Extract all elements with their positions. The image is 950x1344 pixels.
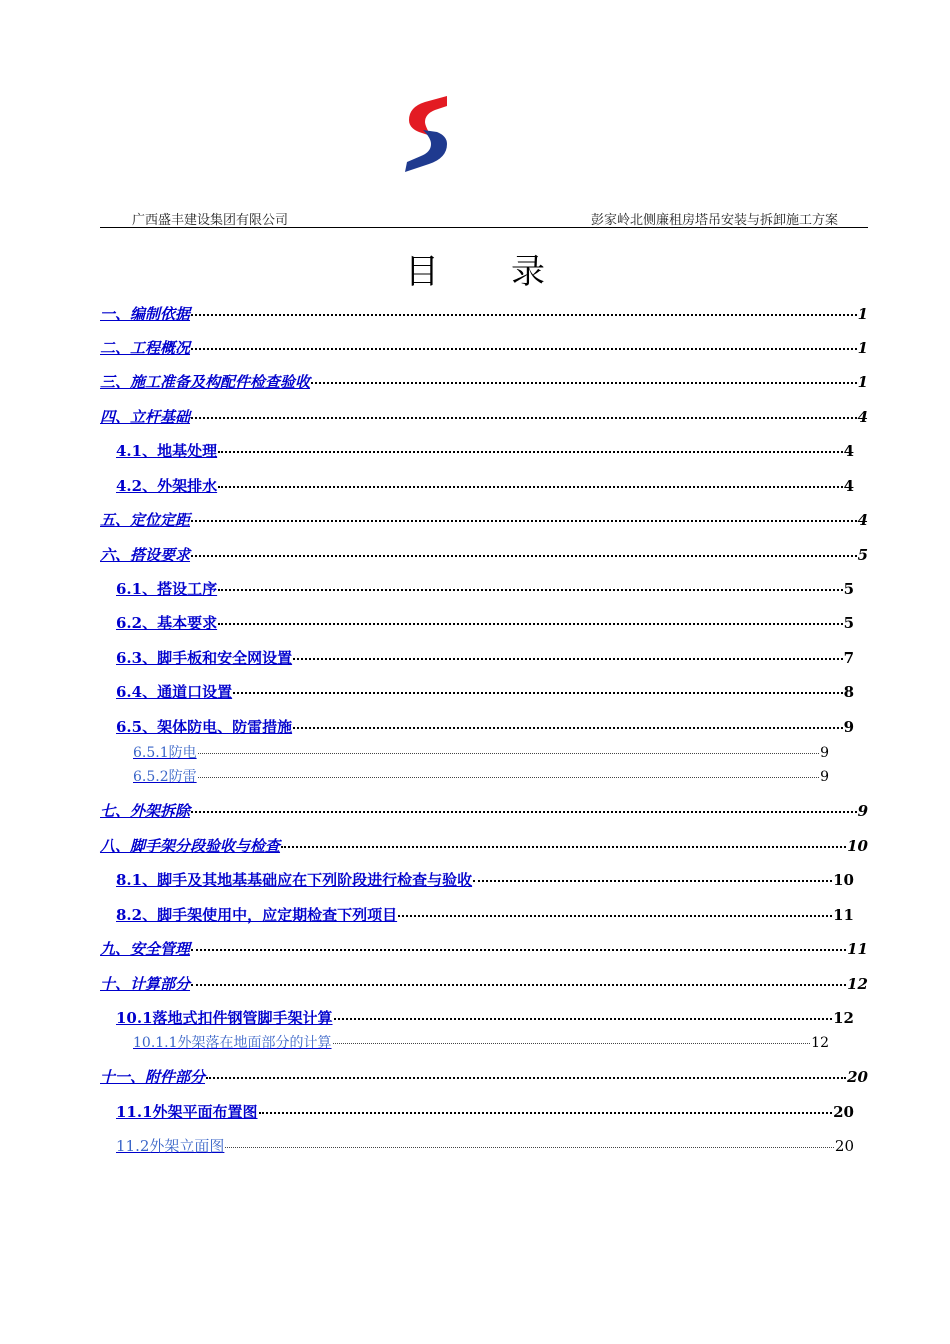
toc-entry-label[interactable]: 11.1外架平面布置图 [116, 1103, 258, 1121]
toc-entry-page: 5 [843, 614, 854, 632]
toc-entry[interactable] [100, 406, 868, 427]
toc-entry-label[interactable]: 4.1、地基处理 [116, 442, 218, 460]
toc-leader-dots [225, 1147, 834, 1148]
toc-entry[interactable] [116, 647, 854, 668]
toc-entry-page: 1 [857, 305, 868, 323]
toc-leader-dots [293, 658, 842, 660]
toc-leader-dots [218, 589, 842, 591]
header-company: 广西盛丰建设集团有限公司 [132, 213, 289, 228]
toc-entry[interactable] [133, 766, 829, 786]
toc-leader-dots [191, 984, 846, 986]
toc-entry[interactable] [100, 1066, 868, 1087]
toc-entry-label[interactable]: 八、脚手架分段验收与检查 [100, 837, 281, 855]
toc-entry-page: 20 [847, 1068, 868, 1086]
toc-entry-page: 11 [847, 940, 868, 958]
toc-entry-page: 5 [843, 580, 854, 598]
toc-entry[interactable] [100, 544, 868, 565]
toc-entry-page: 4 [857, 511, 868, 529]
toc-entry-page: 5 [857, 546, 868, 564]
toc-leader-dots [259, 1112, 833, 1114]
toc-leader-dots [191, 811, 857, 813]
toc-entry-page: 10 [847, 837, 868, 855]
toc-entry-page: 9 [820, 769, 829, 785]
toc-entry-label[interactable]: 6.5.2防雷 [133, 769, 197, 785]
toc-leader-dots [191, 520, 857, 522]
toc-entry-page: 1 [857, 373, 868, 391]
toc-leader-dots [191, 348, 857, 350]
toc-entry-label[interactable]: 6.2、基本要求 [116, 614, 218, 632]
toc-entry-label[interactable]: 七、外架拆除 [100, 802, 191, 820]
toc-entry[interactable] [116, 681, 854, 702]
toc-entry-label[interactable]: 6.1、搭设工序 [116, 580, 218, 598]
toc-entry[interactable] [100, 303, 868, 324]
toc-leader-dots [293, 727, 842, 729]
toc-entry-page: 12 [811, 1035, 829, 1051]
toc-entry[interactable] [100, 509, 868, 530]
toc-leader-dots [218, 451, 842, 453]
toc-entry-label[interactable]: 五、定位定距 [100, 511, 191, 529]
toc-entry-label[interactable]: 10.1.1外架落在地面部分的计算 [133, 1035, 332, 1051]
toc-leader-dots [191, 314, 857, 316]
toc-entry-label[interactable]: 6.3、脚手板和安全网设置 [116, 649, 293, 667]
toc-entry-page: 9 [820, 745, 829, 761]
toc-entry-label[interactable]: 十、计算部分 [100, 975, 191, 993]
toc-entry-page: 20 [834, 1137, 854, 1155]
toc-entry-page: 4 [857, 408, 868, 426]
toc-entry-label[interactable]: 四、立杆基础 [100, 408, 191, 426]
page-header [100, 209, 868, 228]
toc-entry[interactable] [116, 869, 854, 890]
toc-entry[interactable] [116, 904, 854, 925]
toc-entry-label[interactable]: 二、工程概况 [100, 339, 191, 357]
toc-entry[interactable] [116, 578, 854, 599]
toc-entry-page: 12 [833, 1009, 854, 1027]
toc-leader-dots [198, 753, 819, 754]
toc-leader-dots [281, 846, 846, 848]
toc-entry[interactable] [100, 938, 868, 959]
toc-entry-label[interactable]: 六、搭设要求 [100, 546, 191, 564]
toc-leader-dots [333, 1043, 811, 1044]
toc-entry[interactable] [116, 475, 854, 496]
toc-entry[interactable] [116, 1135, 854, 1156]
toc-leader-dots [218, 486, 842, 488]
toc-leader-dots [334, 1018, 833, 1020]
toc-entry[interactable] [100, 371, 868, 392]
toc-entry-page: 9 [843, 718, 854, 736]
toc-leader-dots [311, 382, 857, 384]
toc-entry-label[interactable]: 8.2、脚手架使用中，应定期检查下列项目 [116, 906, 398, 924]
toc-entry-page: 8 [843, 683, 854, 701]
toc-leader-dots [233, 692, 842, 694]
toc-entry-page: 20 [833, 1103, 854, 1121]
toc-leader-dots [198, 777, 819, 778]
toc-entry[interactable] [116, 1101, 854, 1122]
toc-entry[interactable] [100, 800, 868, 821]
toc-leader-dots [218, 623, 842, 625]
toc-entry-label[interactable]: 三、施工准备及构配件检查验收 [100, 373, 311, 391]
toc-leader-dots [191, 555, 857, 557]
toc-entry-page: 4 [843, 477, 854, 495]
toc-entry[interactable] [116, 612, 854, 633]
toc-entry-label[interactable]: 4.2、外架排水 [116, 477, 218, 495]
toc-leader-dots [191, 949, 846, 951]
toc-entry-page: 9 [857, 802, 868, 820]
toc-leader-dots [398, 915, 832, 917]
toc-entry-page: 7 [843, 649, 854, 667]
toc-entry[interactable] [116, 716, 854, 737]
toc-entry-page: 10 [833, 871, 854, 889]
toc-entry-label[interactable]: 6.4、通道口设置 [116, 683, 233, 701]
toc-entry-page: 12 [847, 975, 868, 993]
toc-entry-label[interactable]: 6.5、架体防电、防雷措施 [116, 718, 293, 736]
toc-entry[interactable] [116, 440, 854, 461]
toc-title: 目录 [405, 252, 617, 292]
toc-entry[interactable] [116, 1007, 854, 1028]
toc-entry-label[interactable]: 11.2外架立面图 [116, 1137, 225, 1155]
toc-entry-page: 4 [843, 442, 854, 460]
toc-entry-label[interactable]: 十一、附件部分 [100, 1068, 206, 1086]
toc-entry-label[interactable]: 一、编制依据 [100, 305, 191, 323]
company-logo-icon [395, 92, 459, 176]
toc-entry[interactable] [133, 742, 829, 762]
toc-entry[interactable] [133, 1032, 829, 1052]
toc-leader-dots [473, 880, 832, 882]
toc-entry[interactable] [100, 973, 868, 994]
toc-entry-label[interactable]: 九、安全管理 [100, 940, 191, 958]
toc-entry[interactable] [100, 337, 868, 358]
toc-entry-label[interactable]: 6.5.1防电 [133, 745, 197, 761]
toc-entry-page: 11 [833, 906, 854, 924]
toc-entry-page: 1 [857, 339, 868, 357]
toc-leader-dots [191, 417, 857, 419]
header-project: 彭家岭北侧廉租房塔吊安装与拆卸施工方案 [590, 213, 838, 228]
toc-entry-label[interactable]: 8.1、脚手及其地基基础应在下列阶段进行检查与验收 [116, 871, 473, 889]
toc-leader-dots [206, 1077, 846, 1079]
toc-entry[interactable] [100, 835, 868, 856]
toc-entry-label[interactable]: 10.1落地式扣件钢管脚手架计算 [116, 1009, 333, 1027]
